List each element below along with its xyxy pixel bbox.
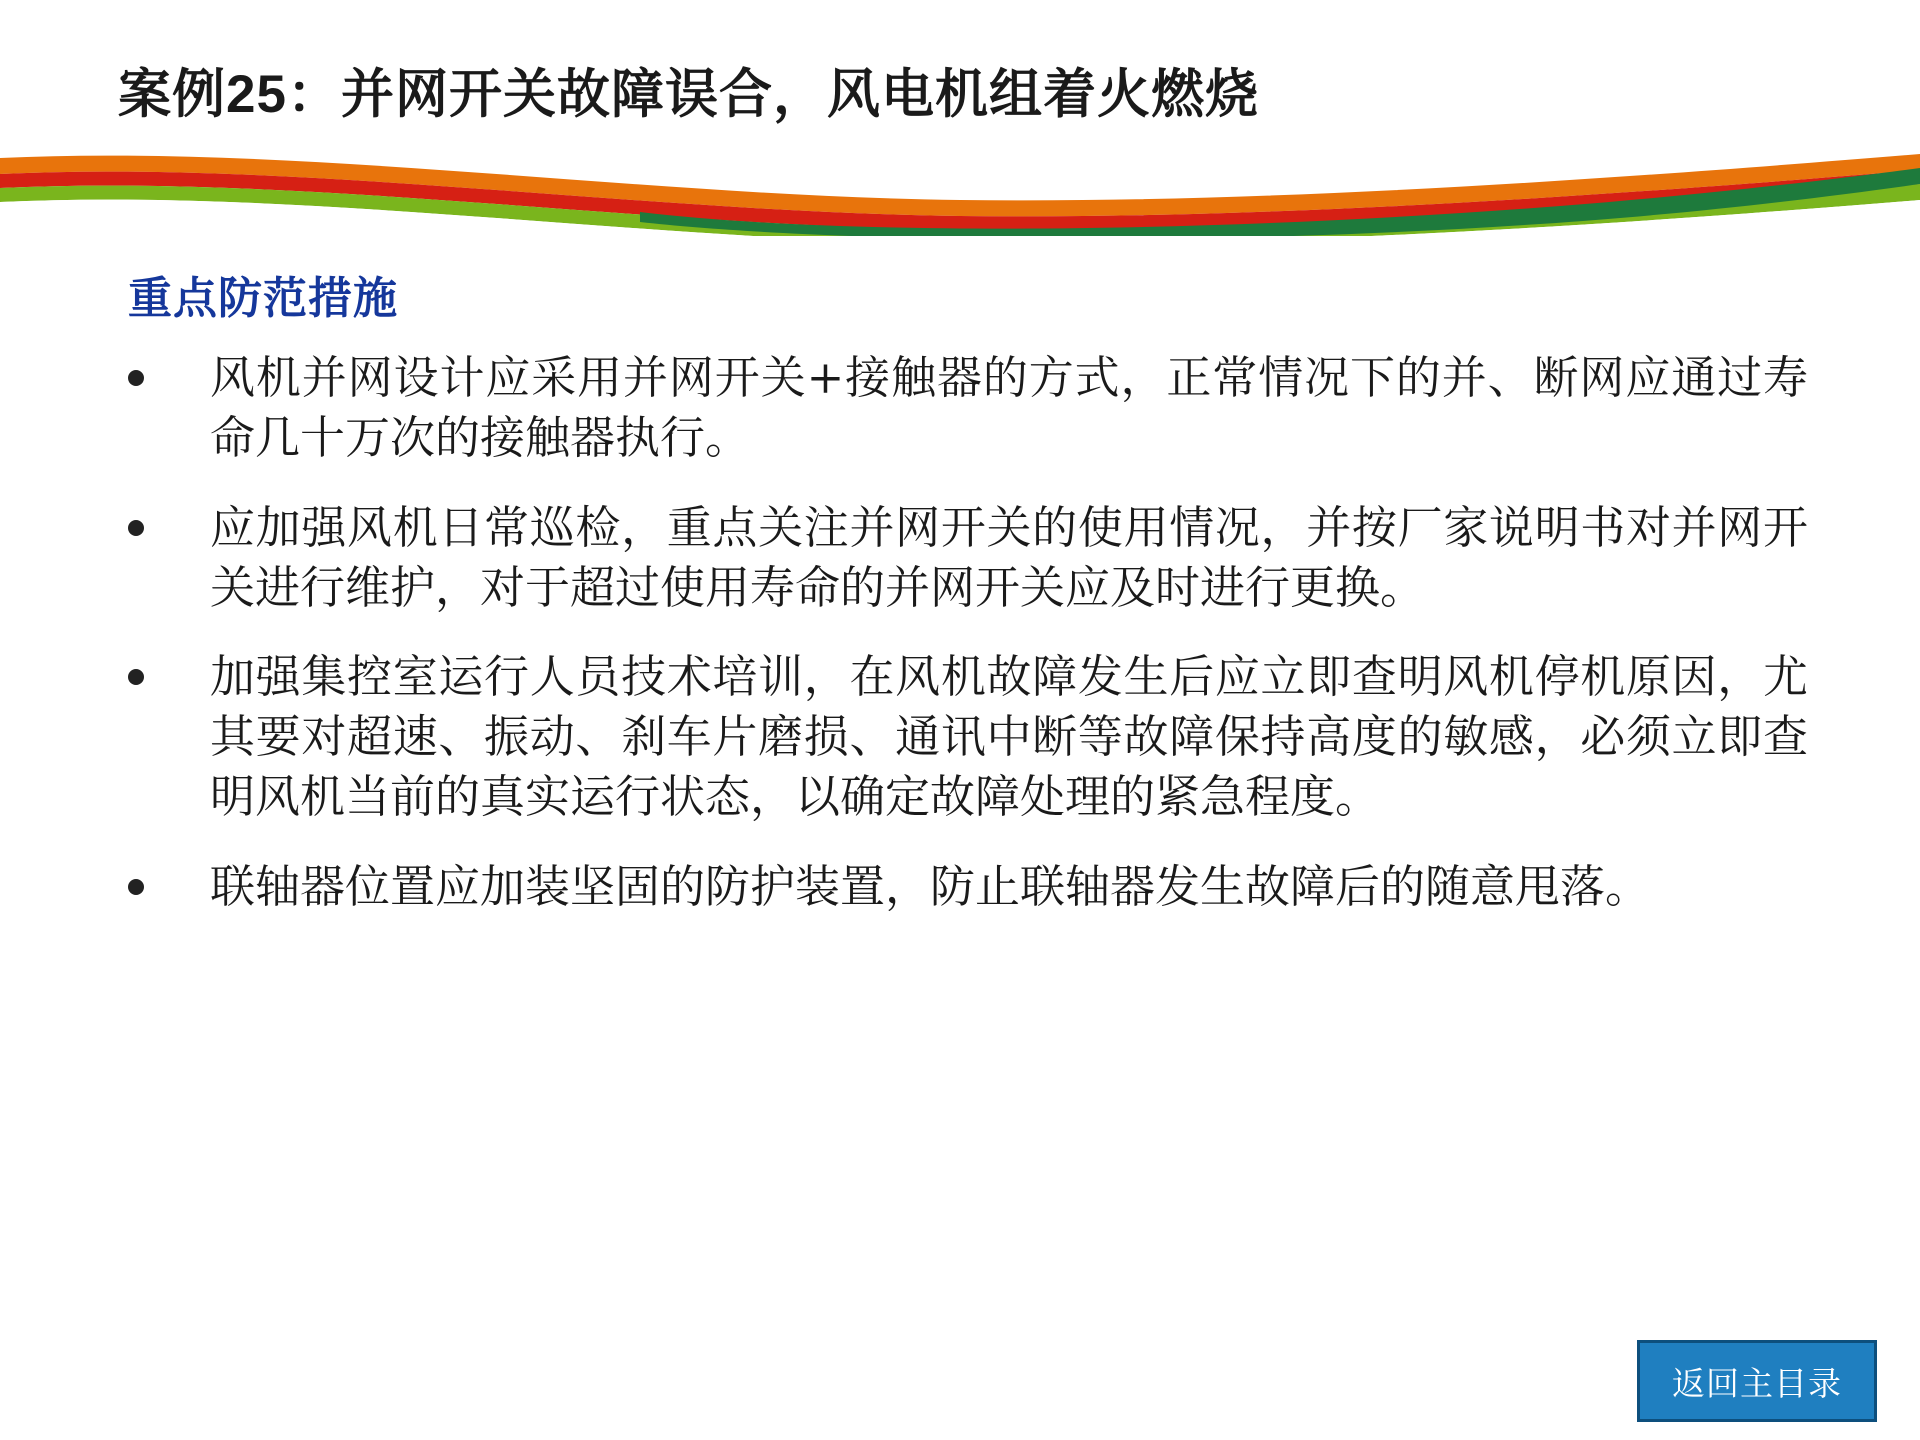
list-item — [128, 857, 1808, 917]
bullet-dot-icon — [128, 498, 210, 536]
list-item — [128, 647, 1808, 827]
list-item-text: 应加强风机日常巡检，重点关注并网开关的使用情况，并按厂家说明书对并网开关进行维护，对于超过使用寿命的并网开关应及时进行更换。 — [210, 500, 1808, 614]
page-title: 案例25：并网开关故障误合，风电机组着火燃烧 — [118, 65, 1259, 124]
list-item-text: 加强集控室运行人员技术培训，在风机故障发生后应立即查明风机停机原因，尤其要对超速、振动、刹车片磨损、通讯中断等故障保持高度的敏感，必须立即查明风机当前的真实运行状态，以确定故障处理的紧急程度。 — [210, 650, 1808, 824]
return-to-main-menu-button[interactable] — [1637, 1340, 1877, 1422]
list-item-text: 联轴器位置应加装坚固的防护装置，防止联轴器发生故障后的随意甩落。 — [210, 859, 1651, 913]
return-to-main-menu-label: 返回主目录 — [1672, 1363, 1842, 1403]
bullet-dot-icon — [128, 647, 210, 685]
bullet-dot-icon — [128, 857, 210, 895]
section-heading: 重点防范措施 — [128, 274, 398, 323]
list-item — [128, 498, 1808, 618]
bullet-dot-icon — [128, 348, 210, 386]
list-item — [128, 348, 1808, 468]
list-item-text: 风机并网设计应采用并网开关+接触器的方式，正常情况下的并、断网应通过寿命几十万次的接触器执行。 — [210, 351, 1808, 464]
bullet-list — [128, 348, 1808, 947]
decorative-swoosh-band — [0, 150, 1920, 236]
